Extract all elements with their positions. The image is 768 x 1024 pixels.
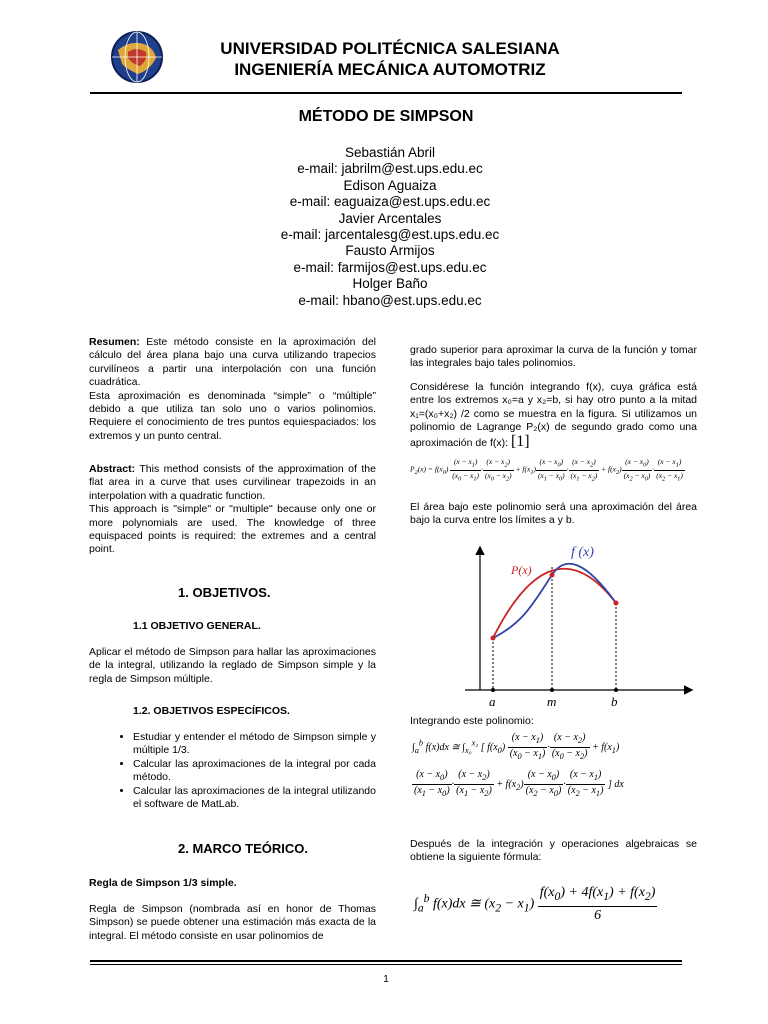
abstract-text-2: This approach is "simple" or "multiple" because only one or more polynomials are used. The knowledge of three equispaced points is required: the extremes and a central point. <box>89 503 376 556</box>
subsection-heading-simpson: Regla de Simpson 1/3 simple. <box>89 877 237 889</box>
author-email: e-mail: jabrilm@est.ups.edu.ec <box>297 161 483 177</box>
resumen-text-1: Este método consiste en la aproximación del cálculo del área plana bajo una curva utilizando trapecios curvilíneos a partir una interpolación con una función cuadrática. <box>89 336 376 389</box>
abstract-section <box>89 463 376 557</box>
simpson-figure <box>455 540 700 712</box>
section-heading-objetivos: 1. OBJETIVOS. <box>178 585 271 600</box>
university-name: UNIVERSIDAD POLITÉCNICA SALESIANA <box>220 39 560 58</box>
program-name: INGENIERÍA MECÁNICA AUTOMOTRIZ <box>234 60 546 79</box>
abstract-label: Abstract: <box>89 463 136 475</box>
resumen-label: Resumen: <box>89 336 140 348</box>
list-item: • Estudiar y entender el método de Simpson simple y múltiple 1/3. <box>133 731 376 758</box>
abstract-text-1: This method consists of the approximation of the flat area in a curve that uses curvilinear trapezoids in an interpolation with a quadratic function. <box>89 463 376 502</box>
author-name: Holger Baño <box>352 276 428 292</box>
label-a: a <box>489 694 496 709</box>
objetivos-list <box>89 731 376 811</box>
label-b: b <box>611 694 618 709</box>
author-name: Fausto Armijos <box>345 243 435 259</box>
label-m: m <box>547 694 557 709</box>
author-name: Sebastián Abril <box>344 145 436 160</box>
integrando-label: Integrando este polinomio: <box>410 715 534 727</box>
right-paragraph-2 <box>410 381 697 450</box>
resumen-section <box>89 336 376 443</box>
polynomial-curve <box>493 569 616 638</box>
simpson-formula: $\int_a^b$ f(x)dx ≅ $(x_2 - x_1)$ $\frac{f(x_0) + 4f(x_1) + f(x_2)}{6}$ <box>414 885 656 923</box>
citation-ref: [1] <box>510 432 530 450</box>
simpson-text: Regla de Simpson (nombrada así en honor de Thomas Simpson) se puede obtener una estimación más exacta de la integral. El método consiste en usar polinomios de <box>89 903 376 942</box>
footer-divider <box>90 960 682 962</box>
university-logo <box>110 30 164 84</box>
author-email: e-mail: eaguaiza@est.ups.edu.ec <box>289 194 491 210</box>
tick-a <box>491 688 495 692</box>
author-block <box>190 145 590 309</box>
point-m <box>550 573 555 578</box>
objetivo-general-text: Aplicar el método de Simpson para hallar las aproximaciones de la integral, utilizando la reglado de Simpson simple y la regla de Simpson múltiple. <box>89 646 376 685</box>
p-label: P(x) <box>511 563 532 577</box>
author-name: Javier Arcentales <box>338 210 442 226</box>
point-b <box>614 601 619 606</box>
section-heading-marco-teorico: 2. MARCO TEÓRICO. <box>178 841 309 856</box>
list-item: • Calcular las aproximaciones de la integral utilizando el software de MatLab. <box>133 785 376 812</box>
author-email: e-mail: hbano@est.ups.edu.ec <box>298 292 482 308</box>
author-email: e-mail: jarcentalesg@est.ups.edu.ec <box>280 227 500 243</box>
tick-b <box>614 688 618 692</box>
subsection-heading-especificos: 1.2. OBJETIVOS ESPECÍFICOS. <box>133 705 290 717</box>
lagrange-text: Considérese la función integrando f(x), cuya gráfica está entre los extremos x₀=a y x₂=b, si hay otro punto a la mitad x₁=(x₀+x₂) /2 como se muestra en la figura. Si utilizamos un polinomio de Lagrange P₂(x) de segundo grado como una aproximación de f(x): <box>410 381 697 449</box>
right-paragraph-1: grado superior para aproximar la curva de la función y tomar las integrales bajo tales polinomios. <box>410 344 697 370</box>
footer-divider-thin <box>90 964 682 965</box>
right-paragraph-4: Después de la integración y operaciones algebraicas se obtiene la siguiente fórmula: <box>410 838 697 864</box>
right-paragraph-3: El área bajo este polinomio será una aproximación del área bajo la curva entre los límites a y b. <box>410 501 697 527</box>
integral-expansion-formula: $\int_a^b$ f(x)dx ≅ $\int_{x_0}^{x_2}$ [ $f(x_0)$ $\frac{(x - x_1)}{(x_0 - x_1)}$ · $\frac{(x - x_2)}{(x_0 - x_2)}$ + $f(x_1)$ $\frac{(x - x_0)}{(x_1 - x_0)}$ · $\frac{(x - x_2)}{(x_1 - x_2)}$ + $f(x_2)$ $\frac{(x - x_0)}{(x_2 - x_0)}$ · $\frac{(x - x_1)}{(x_2 - x_1)}$ ] dx <box>412 732 624 798</box>
point-a <box>491 636 496 641</box>
author-name: Edison Aguaiza <box>343 177 437 193</box>
page-number: 1 <box>383 974 389 985</box>
paper-title: MÉTODO DE SIMPSON <box>298 108 474 125</box>
resumen-text-2: Esta aproximación es denominada “simple” o “múltiple” debido a que utiliza tan solo uno o varios polinomios. Requiere el conocimiento de tres puntos equiespaciados: los extremos y un punto central. <box>89 389 376 442</box>
f-label: f (x) <box>571 545 594 560</box>
header-divider <box>90 92 682 94</box>
tick-m <box>550 688 554 692</box>
author-email: e-mail: farmijos@est.ups.edu.ec <box>293 259 487 275</box>
subsection-heading-general: 1.1 OBJETIVO GENERAL. <box>133 620 261 632</box>
lagrange-formula: $P_2(x) = f(x_0)$ $\frac{(x - x_1)}{(x_0 - x_1)}$ · $\frac{(x - x_2)}{(x_0 - x_2)}$ + $f(x_1)$ $\frac{(x - x_0)}{(x_1 - x_0)}$ · $\frac{(x - x_2)}{(x_1 - x_2)}$ + $f(x_2)$ $\frac{(x - x_0)}{(x_2 - x_0)}$ · $\frac{(x - x_1)}{(x_2 - x_1)}$ <box>410 457 683 482</box>
list-item: • Calcular las aproximaciones de la integral por cada método. <box>133 758 376 785</box>
